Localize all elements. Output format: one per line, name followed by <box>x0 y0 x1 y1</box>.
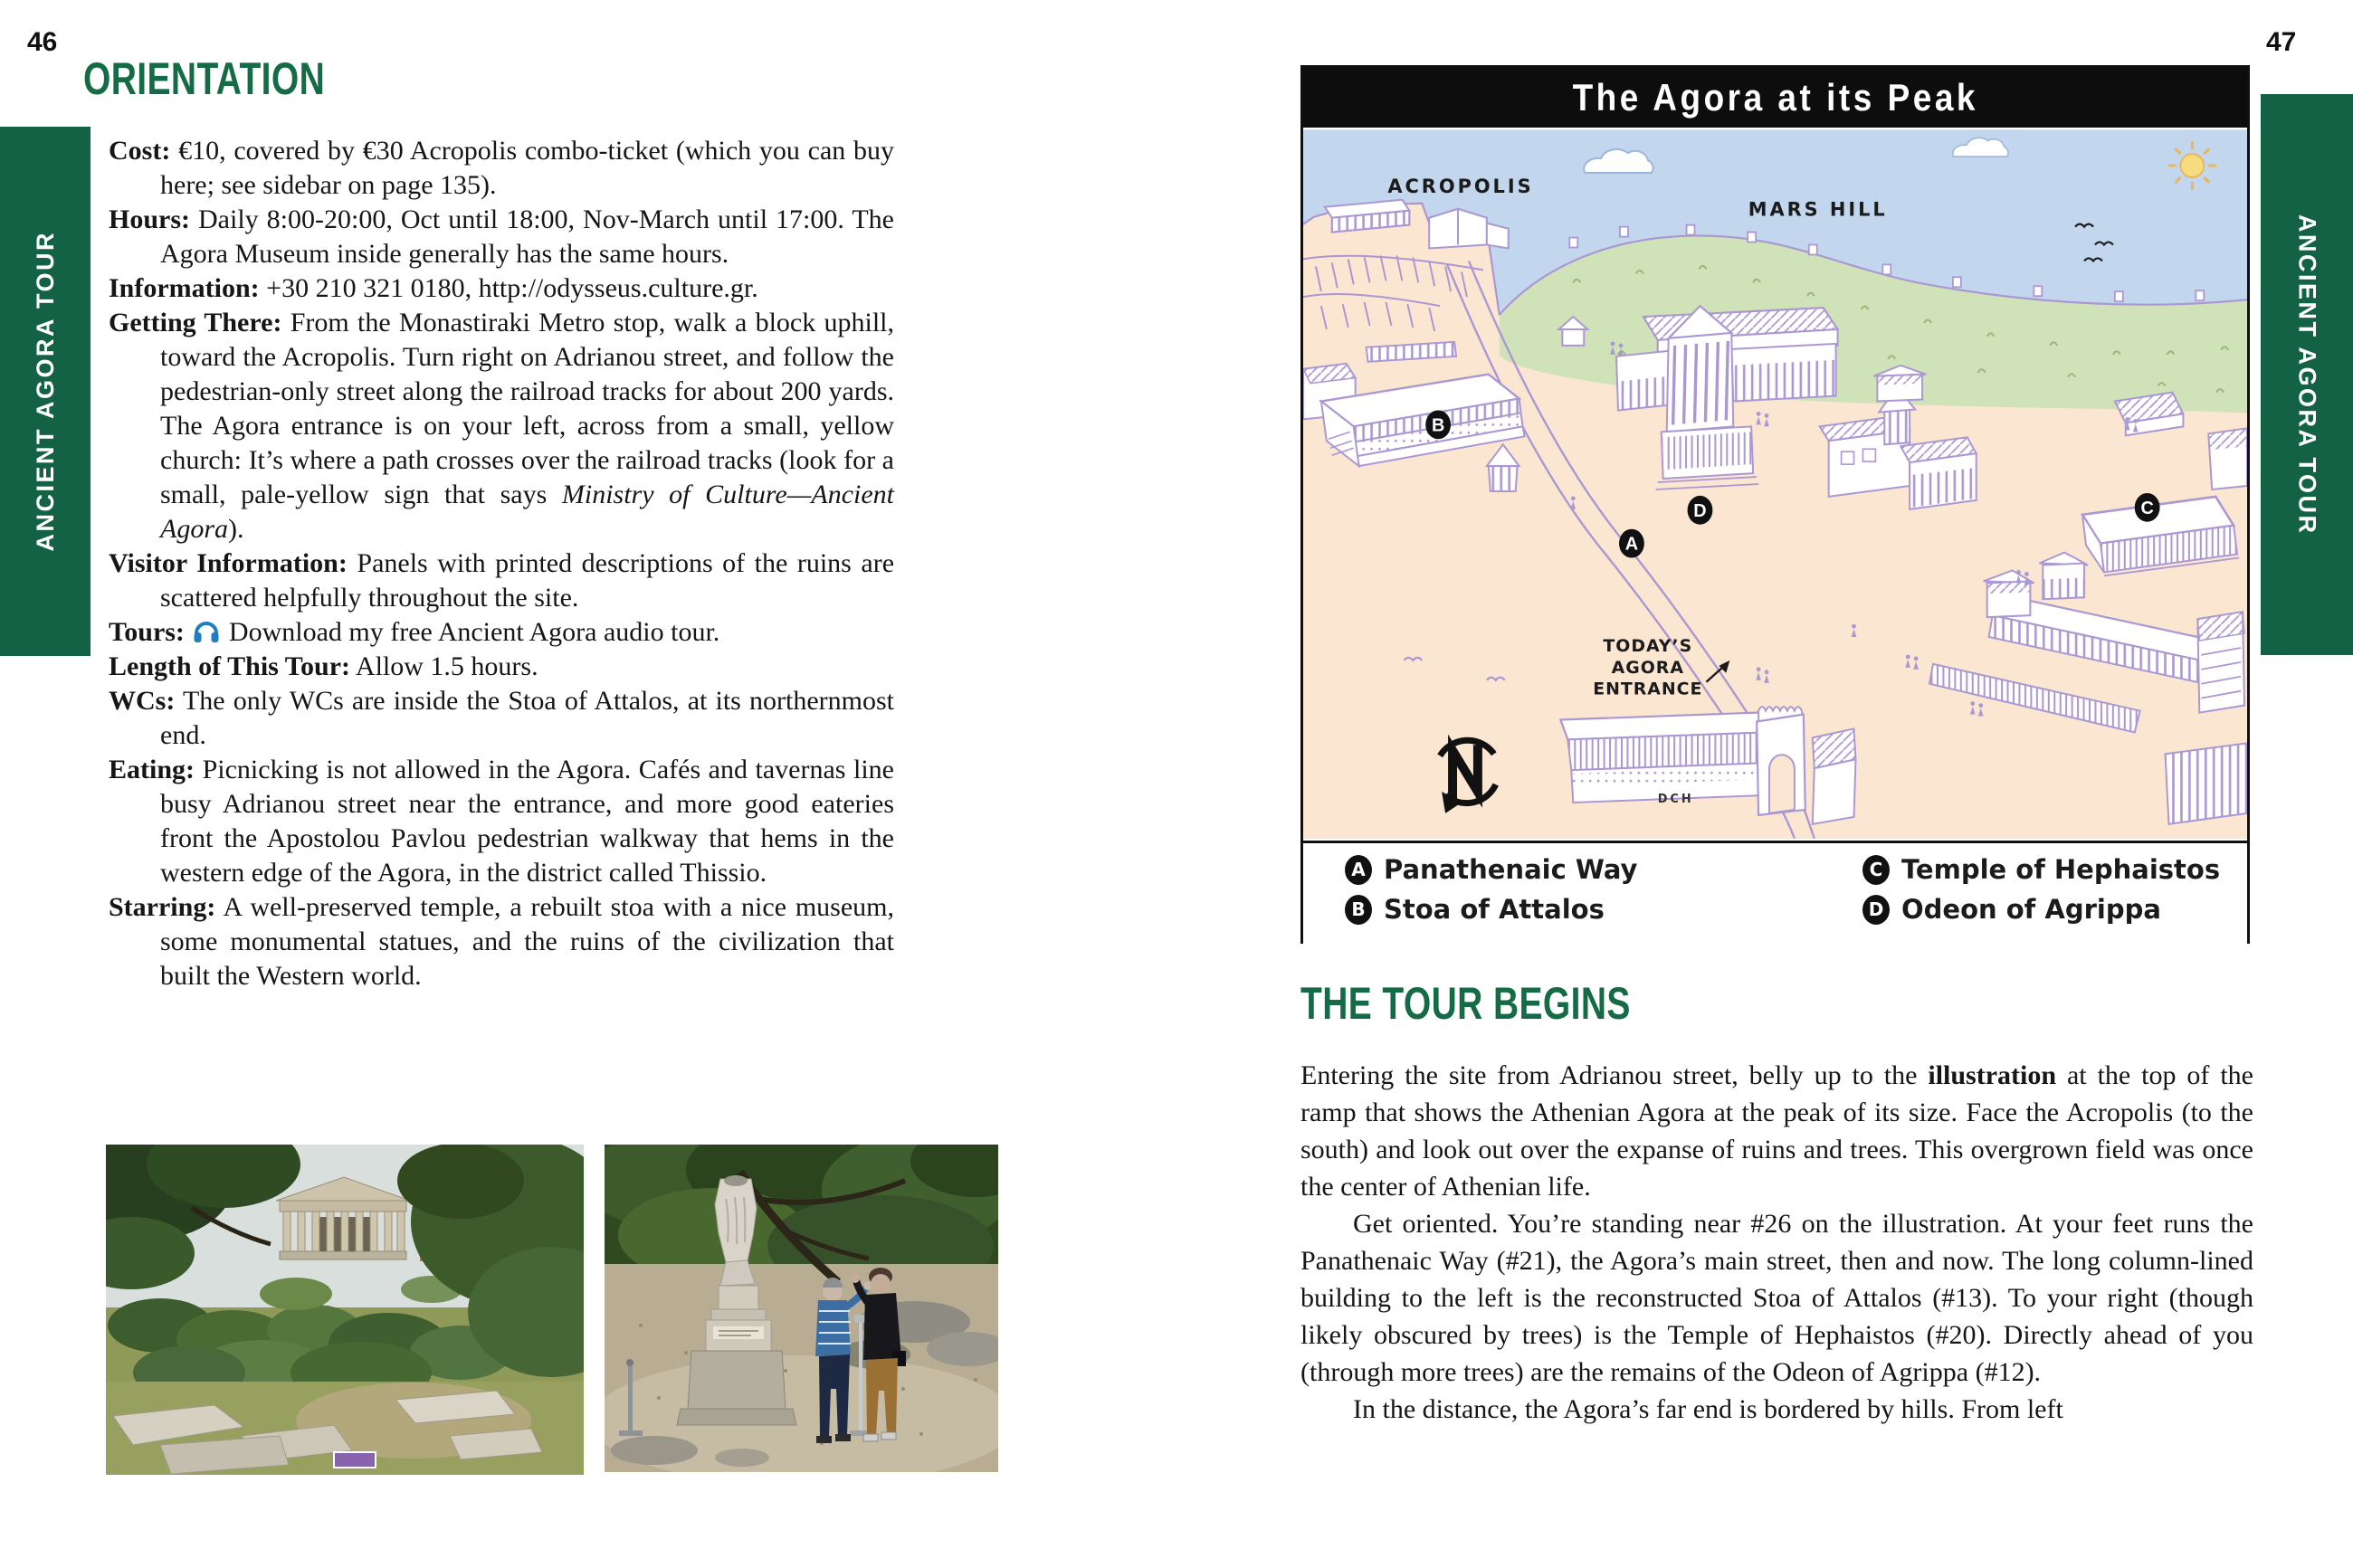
headphones-icon <box>193 620 220 643</box>
acropolis-label: ACROPOLIS <box>1387 175 1534 197</box>
entry-text: +30 210 321 0180, http://odysseus.culture.gr. <box>266 273 758 303</box>
svg-text:D: D <box>1693 500 1707 521</box>
entry-text-after: ). <box>228 514 244 544</box>
orientation-heading: ORIENTATION <box>83 53 326 104</box>
foreground-ruins <box>106 1382 584 1475</box>
temple-of-hephaistos-photo <box>106 1145 584 1475</box>
entry-label: WCs: <box>109 686 176 716</box>
entry-text: Download my free Ancient Agora audio tour. <box>228 617 720 647</box>
left-page-number: 46 <box>27 27 58 57</box>
paragraph-text: Entering the site from Adrianou street, belly up to the <box>1300 1060 1929 1090</box>
entry-starring <box>109 890 894 993</box>
entry-eating <box>109 753 894 890</box>
entry-text: Picnicking is not allowed in the Agora. Cafés and tavernas line busy Adrianou street near the entrance, and more good eateries front the Apostolou Pavlou pedestrian walkway that hems in the western edge of the Agora, in the district called Thissio. <box>160 755 895 888</box>
legend-label-a: Panathenaic Way <box>1384 854 1638 885</box>
entry-text-italic: Ministry of Culture—Ancient Agora <box>160 480 894 544</box>
tour-begins-heading: THE TOUR BEGINS <box>1300 978 1631 1029</box>
entry-label: Length of This Tour: <box>109 651 351 681</box>
map-marker-a <box>1619 529 1644 558</box>
entry-label: Visitor Information: <box>109 548 348 578</box>
entry-label: Tours: <box>109 617 185 647</box>
left-chapter-tab <box>0 127 90 656</box>
legend-letter-a: A <box>1345 855 1372 885</box>
mars-hill-label: MARS HILL <box>1748 198 1888 221</box>
tour-paragraph-1 <box>1300 1057 2253 1205</box>
entry-text: Allow 1.5 hours. <box>355 651 538 681</box>
entrance-label-line1: TODAY’S <box>1603 635 1693 656</box>
entrance-label-line2: AGORA <box>1611 657 1684 678</box>
entrance-label-line3: ENTRANCE <box>1593 679 1703 699</box>
map-marker-c <box>2135 493 2160 522</box>
gate-drawing <box>1757 707 1805 815</box>
entry-label: Getting There: <box>109 308 282 337</box>
agora-illustration <box>1303 128 2247 841</box>
svg-text:B: B <box>1431 415 1445 436</box>
right-chapter-tab <box>2261 94 2353 655</box>
legend-label-c: Temple of Hephaistos <box>1901 854 2221 885</box>
tour-paragraph-3: In the distance, the Agora’s far end is bordered by hills. From left <box>1353 1394 2063 1424</box>
map-legend <box>1303 841 2247 944</box>
south-stoa-drawing <box>1560 713 1766 803</box>
wall-fragment <box>1813 728 1856 823</box>
map-marker-d <box>1688 496 1713 525</box>
tour-begins-text <box>1300 1057 2253 1428</box>
entry-label: Eating: <box>109 755 195 784</box>
svg-text:C: C <box>2140 498 2154 518</box>
legend-letter-b: B <box>1345 895 1372 925</box>
entry-getting-there <box>109 306 894 546</box>
entry-text: Panels with printed descriptions of the ruins are scattered helpfully throughout the site. <box>160 548 895 613</box>
svg-text:A: A <box>1624 534 1639 555</box>
entry-visitor-information <box>109 546 894 615</box>
right-page-number: 47 <box>2266 27 2297 57</box>
entry-wcs <box>109 684 894 753</box>
entry-label: Hours: <box>109 204 190 234</box>
left-chapter-tab-label: ANCIENT AGORA TOUR <box>31 231 59 552</box>
entry-label: Information: <box>109 273 260 303</box>
legend-item-c <box>1862 854 2220 885</box>
sun-icon <box>2168 141 2217 190</box>
temple-photo-art <box>106 1145 584 1475</box>
entry-length <box>109 650 894 684</box>
map-title-bar <box>1303 68 2247 128</box>
legend-label-d: Odeon of Agrippa <box>1901 894 2161 925</box>
legend-label-b: Stoa of Attalos <box>1384 894 1605 925</box>
illustrator-signature: DCH <box>1657 792 1694 806</box>
entry-information <box>109 271 894 306</box>
entry-label: Starring: <box>109 892 216 922</box>
right-chapter-tab-label: ANCIENT AGORA TOUR <box>2293 214 2321 536</box>
entry-text: €10, covered by €30 Acropolis combo-ticket (which you can buy here; see sidebar on page 135). <box>160 136 895 200</box>
paragraph-text: at the top of the ramp that shows the Athenian Agora at the peak of its size. Face the Acropolis (to the south) and look out over the expanse of ruins and trees. This overgrown field was once the center of Athenian life. <box>1300 1060 2253 1202</box>
entry-hours <box>109 203 894 271</box>
entry-text: From the Monastiraki Metro stop, walk a block uphill, toward the Acropolis. Turn right on Adrianou street, and follow the pedestrian-only street along the railroad tracks for about 200 yards. The Agora entrance is on your left, across from a small, yellow church: It’s where a path crosses over the railroad tracks (look for a small, pale-yellow sign that says <box>160 308 895 509</box>
legend-item-d <box>1862 894 2161 925</box>
entry-text: A well-preserved temple, a rebuilt stoa with a nice museum, some monumental statues, and the ruins of the civilization that built the Western world. <box>160 892 894 991</box>
entry-text: Daily 8:00-20:00, Oct until 18:00, Nov-March until 17:00. The Agora Museum inside generally has the same hours. <box>160 204 894 269</box>
agora-map-panel <box>1300 65 2250 944</box>
map-title: The Agora at its Peak <box>1572 76 1978 119</box>
entry-tours <box>109 615 894 650</box>
statue-photo-art <box>605 1145 998 1472</box>
legend-item-b <box>1345 894 1605 925</box>
legend-letter-c: C <box>1862 855 1890 885</box>
legend-item-a <box>1345 854 1637 885</box>
legend-letter-d: D <box>1862 895 1890 925</box>
entry-text: The only WCs are inside the Stoa of Attalos, at its northernmost end. <box>160 686 894 750</box>
map-marker-b <box>1425 410 1451 439</box>
headless-statue-photo <box>605 1145 998 1472</box>
orientation-entries <box>109 134 894 993</box>
entry-cost <box>109 134 894 203</box>
entry-label: Cost: <box>109 136 171 166</box>
paragraph-bold-text: illustration <box>1928 1060 2057 1090</box>
tour-paragraph-2: Get oriented. You’re standing near #26 on the illustration. At your feet runs the Panathenaic Way (#21), the Agora’s main street, then and now. The long column-lined building to the left is the reconstructed Stoa of Attalos (#13). To your right (though likely obscured by trees) is the Temple of Hephaistos (#20). Directly ahead of you (through more trees) are the remains of the Odeon of Agrippa (#12). <box>1300 1209 2253 1387</box>
